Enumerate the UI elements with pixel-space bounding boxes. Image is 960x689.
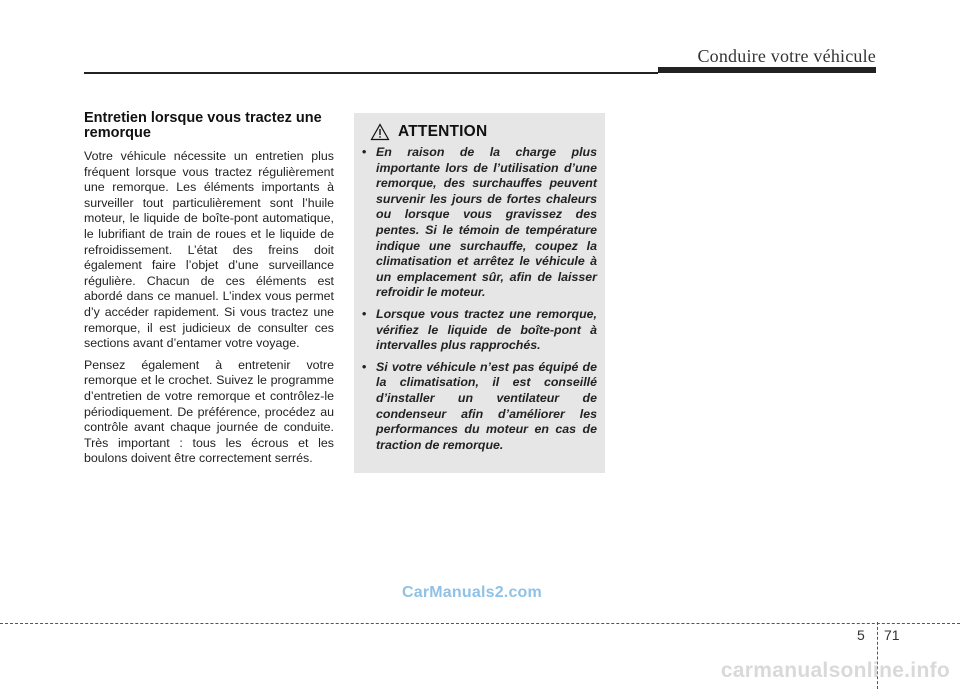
- header-rule-thin: [84, 72, 658, 74]
- footer-rule: [0, 623, 960, 624]
- body-paragraph-2: Pensez également à entretenir votre remorque et le crochet. Suivez le programme d’entretien de votre remorque et contrôlez-le périodiquement. De préférence, procédez au contrôle avant chaque journée de conduite. Très important : tous les écrous et les boulons doivent être correctement serrés.: [84, 357, 334, 466]
- body-paragraph-1: Votre véhicule nécessite un entretien plus fréquent lorsque vous tractez régulièrement une remorque. Les éléments importants à surveiller tout particulièrement sont l’huile moteur, le liquide de boîte-pont automatique, le lubrifiant de train de roues et le liquide de refroidissement. L’état des freins doit également faire l’objet d’une surveillance régulière. Chacun de ces éléments est abordé dans ce manuel. L’index vous permet d’y accéder rapidement. Si vous tractez une remorque, il est judicieux de consulter ces sections avant d’entamer votre voyage.: [84, 149, 334, 351]
- section-heading: Entretien lorsque vous tractez une remorque: [84, 110, 322, 141]
- caution-title: ATTENTION: [398, 123, 488, 140]
- caution-list: [362, 145, 597, 453]
- watermark-link[interactable]: CarManuals2.com: [402, 584, 542, 601]
- caution-item-2: • Lorsque vous tractez une remorque, vérifiez le liquide de boîte-pont à intervalles plus rapprochés.: [362, 307, 597, 354]
- chapter-number: 5: [857, 627, 865, 643]
- header-rule-thick: [658, 67, 876, 73]
- caution-box: [354, 113, 605, 473]
- page-number: 71: [884, 627, 900, 643]
- caution-item-1: • En raison de la charge plus importante lors de l’utilisation d’une remorque, des surchauffes peuvent survenir les jours de fortes chaleurs ou lorsque vous gravissez des pentes. Si le témoin de température indique une surchauffe, coupez la climatisation et arrêtez le véhicule à un emplacement sûr, afin de laisser refroidir le moteur.: [362, 145, 597, 301]
- header-title: Conduire votre véhicule: [697, 46, 876, 66]
- warning-triangle-icon: [370, 123, 390, 141]
- left-column: [84, 111, 334, 473]
- caution-item-3: • Si votre véhicule n’est pas équipé de la climatisation, il est conseillé d’installer un ventilateur de condenseur afin d’améliorer les performances du moteur en cas de traction de remorque.: [362, 360, 597, 454]
- caution-title-row: [370, 123, 597, 141]
- bottom-watermark: carmanualsonline.info: [720, 659, 950, 682]
